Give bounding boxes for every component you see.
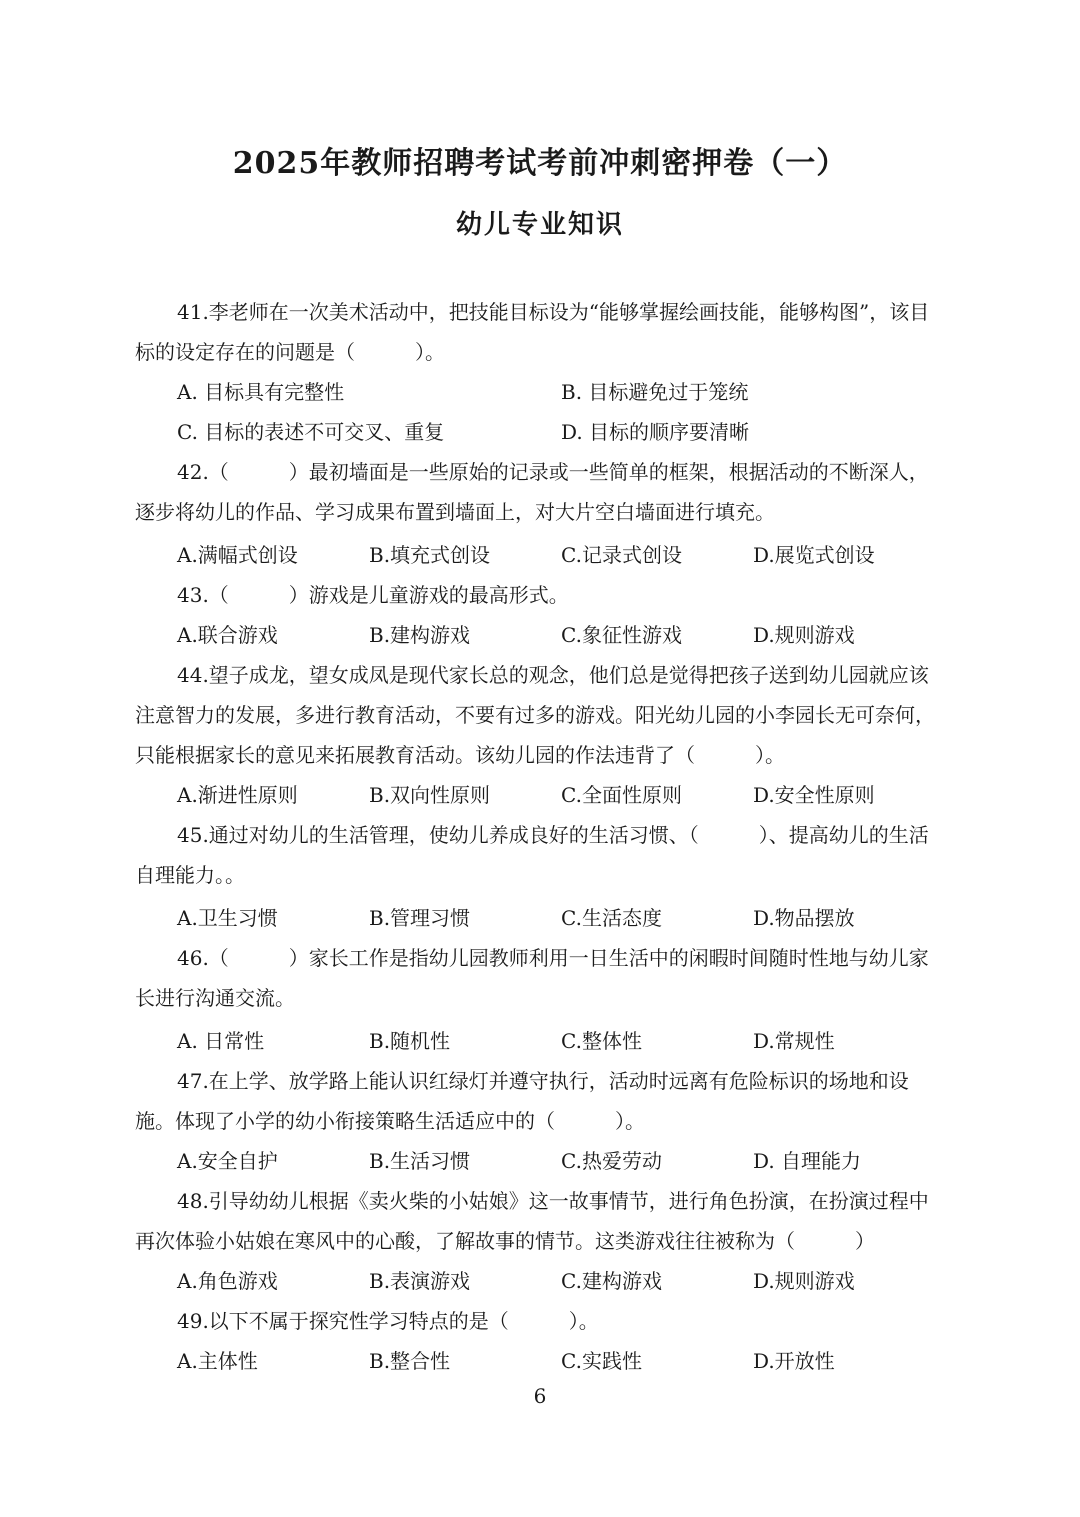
option-c: C.全面性原则: [561, 783, 682, 807]
question-49-stem: 49.以下不属于探究性学习特点的是（ ）。: [177, 1309, 599, 1333]
question-44-stem: 44.望子成龙，望女成凤是现代家长总的观念，他们总是觉得把孩子送到幼儿园就应该注意智力的发展，多进行教育活动，不要有过多的游戏。阳光幼儿园的小李园长无可奈何，只能根据家长的意见来拓展教育活动。该幼儿园的作法违背了（ ）。: [135, 663, 935, 767]
question-46-options: [135, 1021, 945, 1061]
question-42-options: [135, 535, 945, 575]
option-b: B.填充式创设: [369, 543, 491, 567]
option-a: A.主体性: [177, 1349, 258, 1373]
option-a: A. 目标具有完整性: [177, 380, 345, 404]
option-d: D.规则游戏: [753, 1269, 855, 1293]
option-b: B.双向性原则: [369, 783, 491, 807]
option-b: B.建构游戏: [369, 623, 471, 647]
option-b: B.整合性: [369, 1349, 451, 1373]
option-d: D.安全性原则: [753, 783, 875, 807]
option-c: C.整体性: [561, 1029, 642, 1053]
question-47-stem: 47.在上学、放学路上能认识红绿灯并遵守执行，活动时远离有危险标识的场地和设施。体现了小学的幼小衔接策略生活适应中的（ ）。: [135, 1069, 909, 1133]
option-c: C.实践性: [561, 1349, 642, 1373]
question-44-options: [135, 775, 945, 815]
page-number: 6: [533, 1384, 547, 1408]
option-d: D.展览式创设: [753, 543, 875, 567]
question-41-options-row2: [135, 412, 945, 452]
question-41-options: [135, 372, 945, 412]
option-b: B.管理习惯: [369, 906, 471, 930]
option-a: A.满幅式创设: [177, 543, 298, 567]
page-title: 2025年教师招聘考试考前冲刺密押卷（一）: [232, 146, 848, 181]
option-a: A.渐进性原则: [177, 783, 298, 807]
option-b: B.表演游戏: [369, 1269, 471, 1293]
question-45-options: [135, 898, 945, 938]
question-list: [135, 292, 945, 1381]
question-41-stem: 41.李老师在一次美术活动中，把技能目标设为“能够掌握绘画技能，能够构图”，该目标的设定存在的问题是（ ）。: [135, 300, 930, 364]
option-d: D. 自理能力: [753, 1149, 862, 1173]
question-48-stem: 48.引导幼幼儿根据《卖火柴的小姑娘》这一故事情节，进行角色扮演，在扮演过程中再次体验小姑娘在寒风中的心酸，了解故事的情节。这类游戏往往被称为（ ）: [135, 1189, 929, 1253]
option-c: C.热爱劳动: [561, 1149, 662, 1173]
question-43-options: [135, 615, 945, 655]
option-d: D.开放性: [753, 1349, 835, 1373]
question-43-stem: 43.（ ）游戏是儿童游戏的最高形式。: [177, 583, 569, 607]
option-d: D.常规性: [753, 1029, 835, 1053]
question-46-stem: 46.（ ）家长工作是指幼儿园教师利用一日生活中的闲暇时间随时性地与幼儿家长进行沟通交流。: [135, 946, 929, 1010]
question-49-options: [135, 1341, 945, 1381]
option-d: D.物品摆放: [753, 906, 855, 930]
option-a: A.角色游戏: [177, 1269, 278, 1293]
option-a: A.卫生习惯: [177, 906, 278, 930]
option-c: C.建构游戏: [561, 1269, 662, 1293]
option-d: D.规则游戏: [753, 623, 855, 647]
option-c: C.生活态度: [561, 906, 662, 930]
option-a: A.联合游戏: [177, 623, 278, 647]
question-48-options: [135, 1261, 945, 1301]
option-d: D. 目标的顺序要清晰: [561, 420, 750, 444]
option-b: B. 目标避免过于笼统: [561, 380, 749, 404]
question-47-options: [135, 1141, 945, 1181]
question-45-stem: 45.通过对幼儿的生活管理，使幼儿养成良好的生活习惯、（ ）、提高幼儿的生活自理能力。。: [135, 823, 929, 887]
option-b: B.生活习惯: [369, 1149, 471, 1173]
option-b: B.随机性: [369, 1029, 451, 1053]
option-a: A.安全自护: [177, 1149, 278, 1173]
option-c: C.象征性游戏: [561, 623, 682, 647]
page-subtitle: 幼儿专业知识: [455, 210, 624, 240]
option-c: C.记录式创设: [561, 543, 682, 567]
option-c: C. 目标的表述不可交叉、重复: [177, 420, 445, 444]
option-a: A. 日常性: [177, 1029, 265, 1053]
question-42-stem: 42.（ ）最初墙面是一些原始的记录或一些简单的框架，根据活动的不断深人，逐步将幼儿的作品、学习成果布置到墙面上，对大片空白墙面进行填充。: [135, 460, 929, 524]
